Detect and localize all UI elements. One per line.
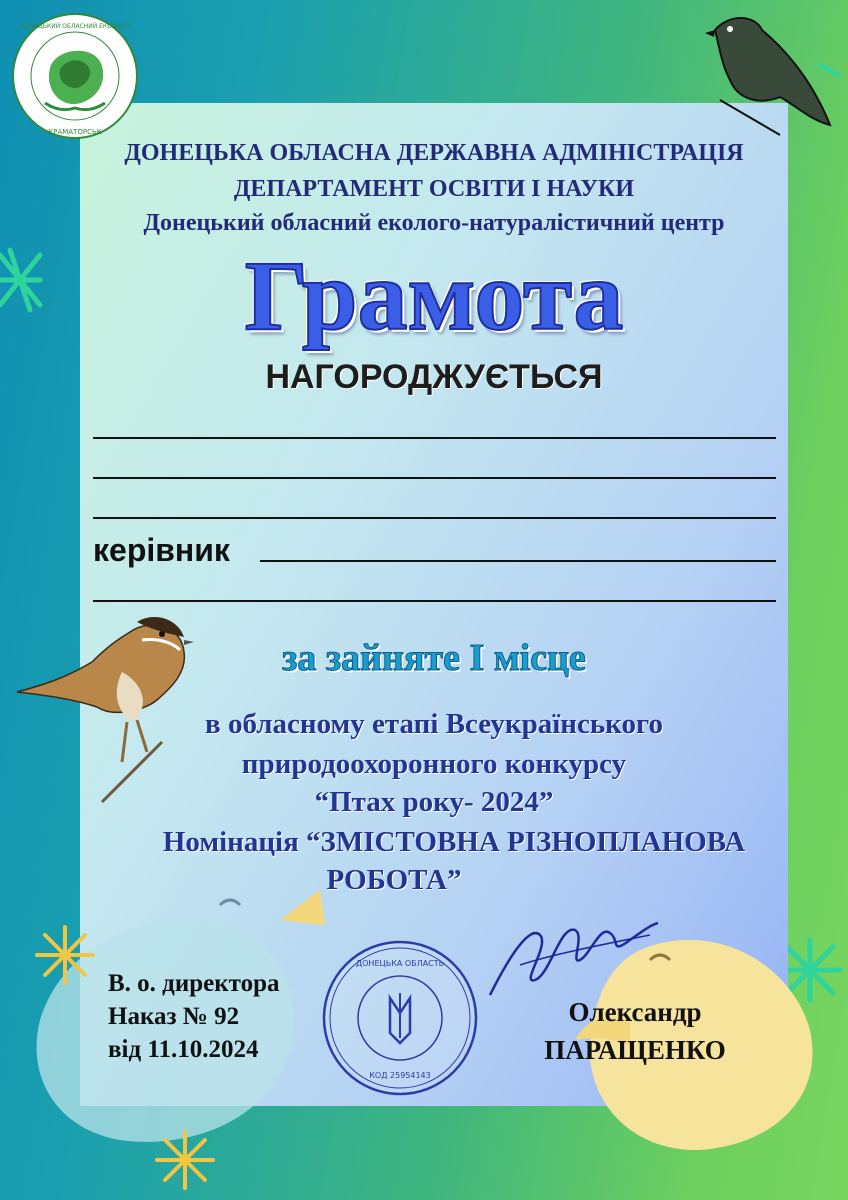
signatory-last-name: ПАРАЩЕНКО xyxy=(544,1035,726,1065)
star-decoration-left xyxy=(0,240,60,320)
certificate-title: Грамота xyxy=(244,240,624,351)
yellow-star-decoration xyxy=(35,925,95,985)
award-label: НАГОРОДЖУЄТЬСЯ xyxy=(265,358,603,396)
eco-center-logo xyxy=(10,8,140,148)
svg-text:ДОНЕЦЬКА ОБЛАСТЬ: ДОНЕЦЬКА ОБЛАСТЬ xyxy=(355,959,445,968)
blank-line-4 xyxy=(93,600,776,602)
order-number: Наказ № 92 xyxy=(108,1003,240,1030)
signatory-first-name: Олександр xyxy=(568,997,702,1027)
blank-line-3 xyxy=(93,517,776,519)
sparrow-drawing-top xyxy=(700,5,840,145)
competition-line-4: Номінація “ЗМІСТОВНА РІЗНОПЛАНОВА xyxy=(162,826,746,858)
supervisor-label: керівник xyxy=(93,532,230,568)
competition-line-1: в обласному етапі Всеукраїнського xyxy=(205,708,663,740)
blank-line-1 xyxy=(93,437,776,439)
director-position: В. о. директора xyxy=(108,970,280,997)
svg-text:КОД 25954143: КОД 25954143 xyxy=(369,1071,431,1080)
yellow-star-decoration-bottom xyxy=(155,1130,215,1190)
competition-line-5: РОБОТА” xyxy=(326,864,462,896)
competition-line-2: природоохоронного конкурсу xyxy=(241,748,627,780)
supervisor-blank-line xyxy=(260,560,776,562)
svg-text:ДОНЕЦЬКИЙ ОБЛАСНИЙ ЕКОЛОГО: ДОНЕЦЬКИЙ ОБЛАСНИЙ ЕКОЛОГО xyxy=(20,23,130,30)
header-line-1: ДОНЕЦЬКА ОБЛАСНА ДЕРЖАВНА АДМІНІСТРАЦІЯ xyxy=(124,140,744,166)
official-stamp xyxy=(320,938,480,1098)
competition-line-3: “Птах року- 2024” xyxy=(314,786,554,818)
header-line-3: Донецький обласний еколого-натуралістичний центр xyxy=(143,210,725,236)
header-line-2: ДЕПАРТАМЕНТ ОСВІТИ І НАУКИ xyxy=(233,176,635,202)
svg-text:КРАМАТОРСЬК: КРАМАТОРСЬК xyxy=(48,128,102,136)
place-text: за зайняте І місце xyxy=(282,637,586,679)
order-date: від 11.10.2024 xyxy=(108,1036,259,1063)
blank-line-2 xyxy=(93,477,776,479)
